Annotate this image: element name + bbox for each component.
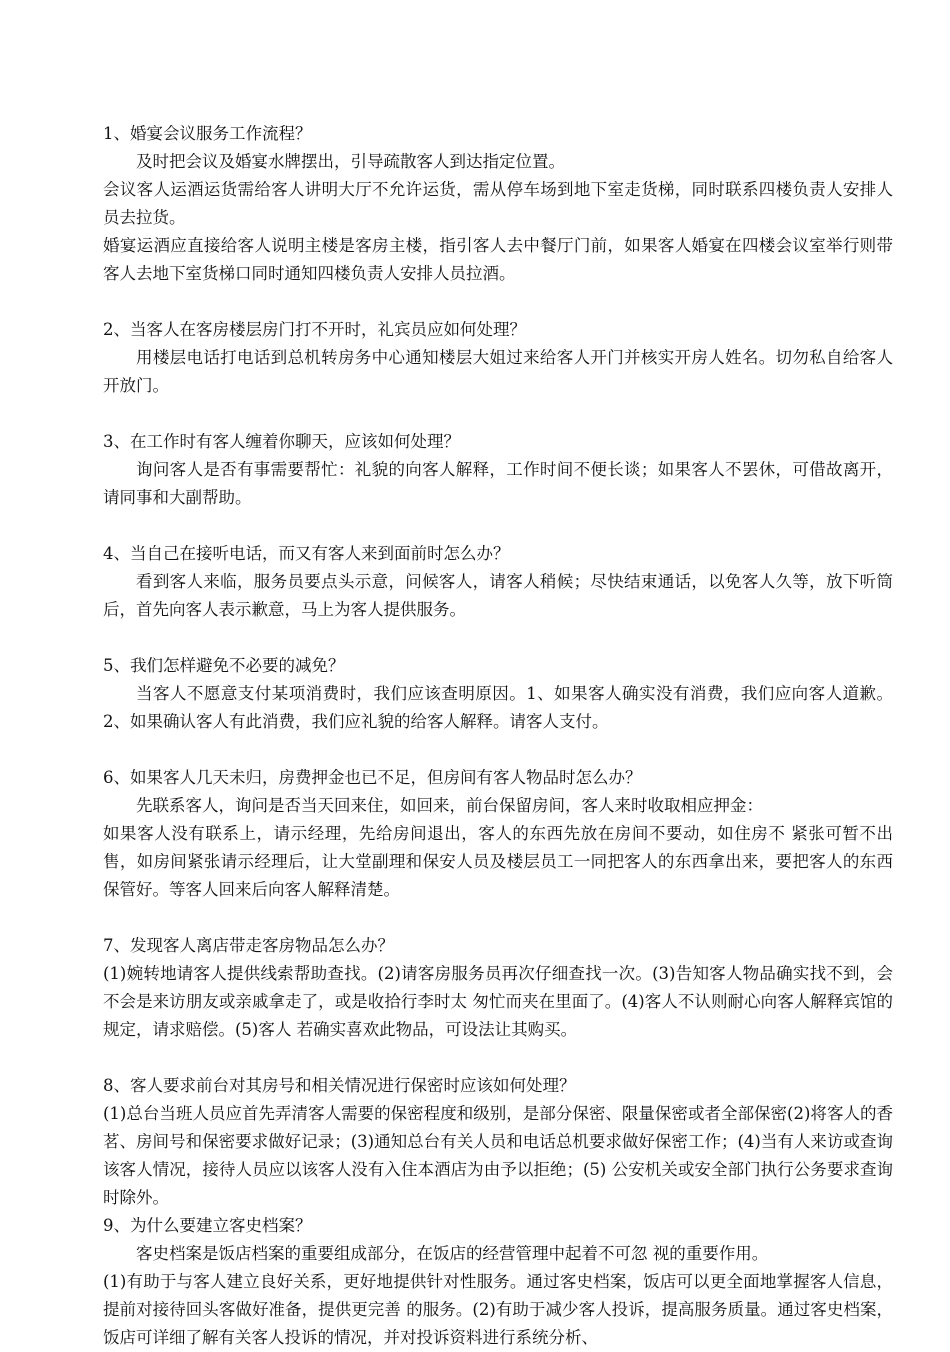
section-9 [103, 1212, 893, 1352]
answer-paragraph: 询问客人是否有事需要帮忙：礼貌的向客人解释，工作时间不便长谈；如果客人不罢休，可借故离开，请同事和大副帮助。 [103, 460, 893, 507]
section-spacer [103, 288, 893, 316]
section-3 [103, 428, 893, 512]
section-spacer [103, 1044, 893, 1072]
answer-paragraph: 及时把会议及婚宴水牌摆出，引导疏散客人到达指定位置。 [136, 152, 565, 171]
section-1 [103, 120, 893, 288]
section-6 [103, 764, 893, 904]
section-spacer [103, 904, 893, 932]
section-spacer [103, 736, 893, 764]
answer-paragraph: 会议客人运酒运货需给客人讲明大厅不允许运货，需从停车场到地下室走货梯，同时联系四楼负责人安排人员去拉货。 [103, 180, 893, 227]
answer-paragraph: 看到客人来临，服务员要点头示意，问候客人，请客人稍候；尽快结束通话，以免客人久等，放下听筒后，首先向客人表示歉意，马上为客人提供服务。 [103, 572, 893, 619]
section-spacer [103, 400, 893, 428]
question-heading: 4、当自己在接听电话，而又有客人来到面前时怎么办？ [103, 544, 510, 563]
question-heading: 6、如果客人几天未归，房费押金也已不足，但房间有客人物品时怎么办？ [103, 768, 642, 787]
section-2 [103, 316, 893, 400]
answer-paragraph: (1)总台当班人员应首先弄清客人需要的保密程度和级别，是部分保密、限量保密或者全部保密(2)将客人的香茗、房间号和保密要求做好记录；(3)通知总台有关人员和电话总机要求做好保密工作；(4)当有人来访或查询该客人情况，接待人员应以该客人没有入住本酒店为由予以拒绝；(5) 公安机关或安全部门执行公务要求查询时除外。 [103, 1104, 893, 1207]
section-8 [103, 1072, 893, 1212]
question-heading: 9、为什么要建立客史档案？ [103, 1216, 312, 1235]
section-spacer [103, 512, 893, 540]
section-spacer [103, 624, 893, 652]
question-heading: 1、婚宴会议服务工作流程？ [103, 124, 312, 143]
answer-paragraph: 客史档案是饭店档案的重要组成部分，在饭店的经营管理中起着不可忽 视的重要作用。 [136, 1244, 769, 1263]
answer-paragraph: (1)婉转地请客人提供线索帮助查找。(2)请客房服务员再次仔细查找一次。(3)告知客人物品确实找不到，会不会是来访朋友或亲戚拿走了，或是收拾行李时太 匆忙而夹在里面了。(4)客人不认则耐心向客人解释宾馆的规定，请求赔偿。(5)客人 若确实喜欢此物品，可设法让其购买。 [103, 964, 893, 1039]
answer-paragraph: 如果客人没有联系上，请示经理，先给房间退出，客人的东西先放在房间不要动，如住房不 紧张可暂不出售，如房间紧张请示经理后，让大堂副理和保安人员及楼层员工一同把客人的东西拿出来，要把客人的东西保管好。等客人回来后向客人解释清楚。 [103, 824, 893, 899]
question-heading: 8、客人要求前台对其房号和相关情况进行保密时应该如何处理？ [103, 1076, 576, 1095]
answer-paragraph: 当客人不愿意支付某项消费时，我们应该查明原因。1、如果客人确实没有消费，我们应向客人道歉。2、如果确认客人有此消费，我们应礼貌的给客人解释。请客人支付。 [103, 684, 893, 731]
question-heading: 7、发现客人离店带走客房物品怎么办？ [103, 936, 394, 955]
section-5 [103, 652, 893, 736]
answer-paragraph: 婚宴运酒应直接给客人说明主楼是客房主楼，指引客人去中餐厅门前，如果客人婚宴在四楼会议室举行则带客人去地下室货梯口同时通知四楼负责人安排人员拉酒。 [103, 236, 893, 283]
section-4 [103, 540, 893, 624]
section-7 [103, 932, 893, 1044]
answer-paragraph: 先联系客人，询问是否当天回来住，如回来，前台保留房间，客人来时收取相应押金： [136, 796, 763, 815]
answer-paragraph: 用楼层电话打电话到总机转房务中心通知楼层大姐过来给客人开门并核实开房人姓名。切勿私自给客人开放门。 [103, 348, 893, 395]
question-heading: 2、当客人在客房楼层房门打不开时，礼宾员应如何处理？ [103, 320, 526, 339]
document-page [103, 120, 893, 1352]
answer-paragraph: (1)有助于与客人建立良好关系，更好地提供针对性服务。通过客史档案，饭店可以更全面地掌握客人信息，提前对接待回头客做好准备，提供更完善 的服务。(2)有助于减少客人投诉，提高服务质量。通过客史档案，饭店可详细了解有关客人投诉的情况，并对投诉资料进行系统分析、 [103, 1272, 893, 1347]
question-heading: 5、我们怎样避免不必要的减免？ [103, 656, 345, 675]
question-heading: 3、在工作时有客人缠着你聊天，应该如何处理？ [103, 432, 460, 451]
